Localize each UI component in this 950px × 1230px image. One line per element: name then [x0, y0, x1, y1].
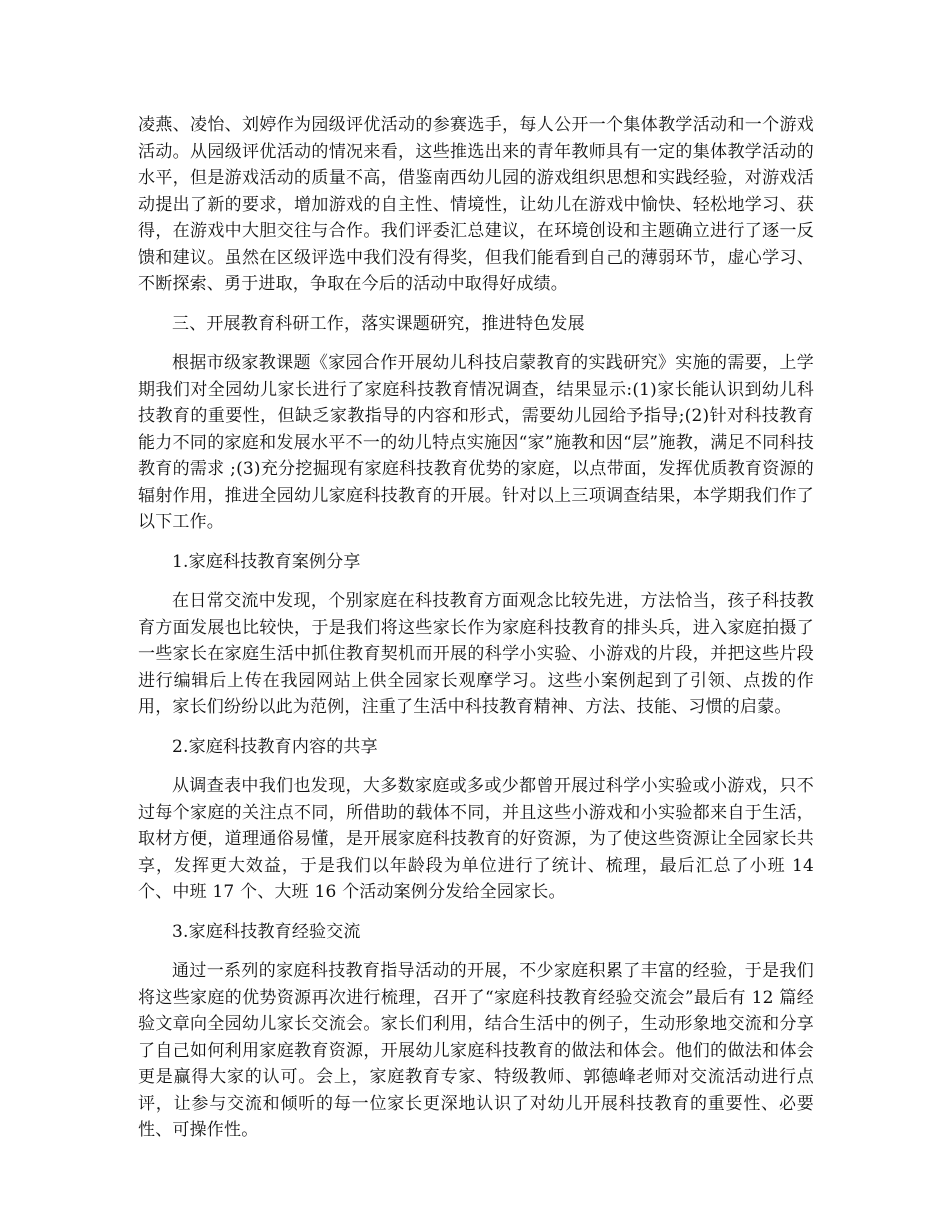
subheading-content-sharing: 2.家庭科技教育内容的共享 — [172, 736, 378, 757]
subheading-experience-exchange: 3.家庭科技教育经验交流 — [172, 921, 361, 942]
paragraph-content-sharing: 从调查表中我们也发现，大多数家庭或多或少都曾开展过科学小实验或小游戏，只不过每个家庭的关注点不同，所借助的载体不同，并且这些小游戏和小实验都来自于生活，取材方便，道理通俗易懂，是开展家庭科技教育的好资源，为了使这些资源让全园家长共享，发挥更大效益，于是我们以年龄段为单位进行了统计、梳理，最后汇总了小班 14 个、中班 17 个、大班 16 个活动案例分发给全园家长。 — [138, 776, 814, 902]
paragraph-experience-exchange: 通过一系列的家庭科技教育指导活动的开展，不少家庭积累了丰富的经验，于是我们将这些家庭的优势资源再次进行梳理，召开了“家庭科技教育经验交流会”最后有 12 篇经验文章向全园幼儿家长交流会。家长们利用，结合生活中的例子，生动形象地交流和分享了自己如何利用家庭教育资源，开展幼儿家庭科技教育的做法和体会。他们的做法和体会更是赢得大家的认可。会上，家庭教育专家、特级教师、郭德峰老师对交流活动进行点评，让参与交流和倾听的每一位家长更深地认识了对幼儿开展科技教育的重要性、必要性、可操作性。 — [138, 961, 814, 1140]
paragraph-survey-results: 根据市级家教课题《家园合作开展幼儿科技启蒙教育的实践研究》实施的需要，上学期我们对全园幼儿家长进行了家庭科技教育情况调查，结果显示:(1)家长能认识到幼儿科技教育的重要性，但缺乏家教指导的内容和形式，需要幼儿园给予指导;(2)针对科技教育能力不同的家庭和发展水平不一的幼儿特点实施因“家”施教和因“层”施教，满足不同科技教育的需求 ;(3)充分挖掘现有家庭科技教育优势的家庭，以点带面，发挥优质教育资源的辐射作用，推进全园幼儿家庭科技教育的开展。针对以上三项调查结果，本学期我们作了以下工作。 — [138, 353, 814, 532]
section-heading-research: 三、开展教育科研工作，落实课题研究，推进特色发展 — [172, 313, 585, 334]
subheading-case-sharing: 1.家庭科技教育案例分享 — [172, 551, 361, 572]
paragraph-intro-continuation: 凌燕、凌怡、刘婷作为园级评优活动的参赛选手，每人公开一个集体教学活动和一个游戏活动。从园级评优活动的情况来看，这些推选出来的青年教师具有一定的集体教学活动的水平，但是游戏活动的质量不高，借鉴南西幼儿园的游戏组织思想和实践经验，对游戏活动提出了新的要求，增加游戏的自主性、情境性，让幼儿在游戏中愉快、轻松地学习、获得，在游戏中大胆交往与合作。我们评委汇总建议，在环境创设和主题确立进行了逐一反馈和建议。虽然在区级评选中我们没有得奖，但我们能看到自己的薄弱环节，虚心学习、不断探索、勇于进取，争取在今后的活动中取得好成绩。 — [138, 115, 814, 294]
paragraph-case-sharing: 在日常交流中发现，个别家庭在科技教育方面观念比较先进，方法恰当，孩子科技教育方面发展也比较快，于是我们将这些家长作为家庭科技教育的排头兵，进入家庭拍摄了一些家长在家庭生活中抓住教育契机而开展的科学小实验、小游戏的片段，并把这些片段进行编辑后上传在我园网站上供全园家长观摩学习。这些小案例起到了引领、点拨的作用，家长们纷纷以此为范例，注重了生活中科技教育精神、方法、技能、习惯的启蒙。 — [138, 591, 814, 717]
document-body — [138, 112, 814, 1157]
